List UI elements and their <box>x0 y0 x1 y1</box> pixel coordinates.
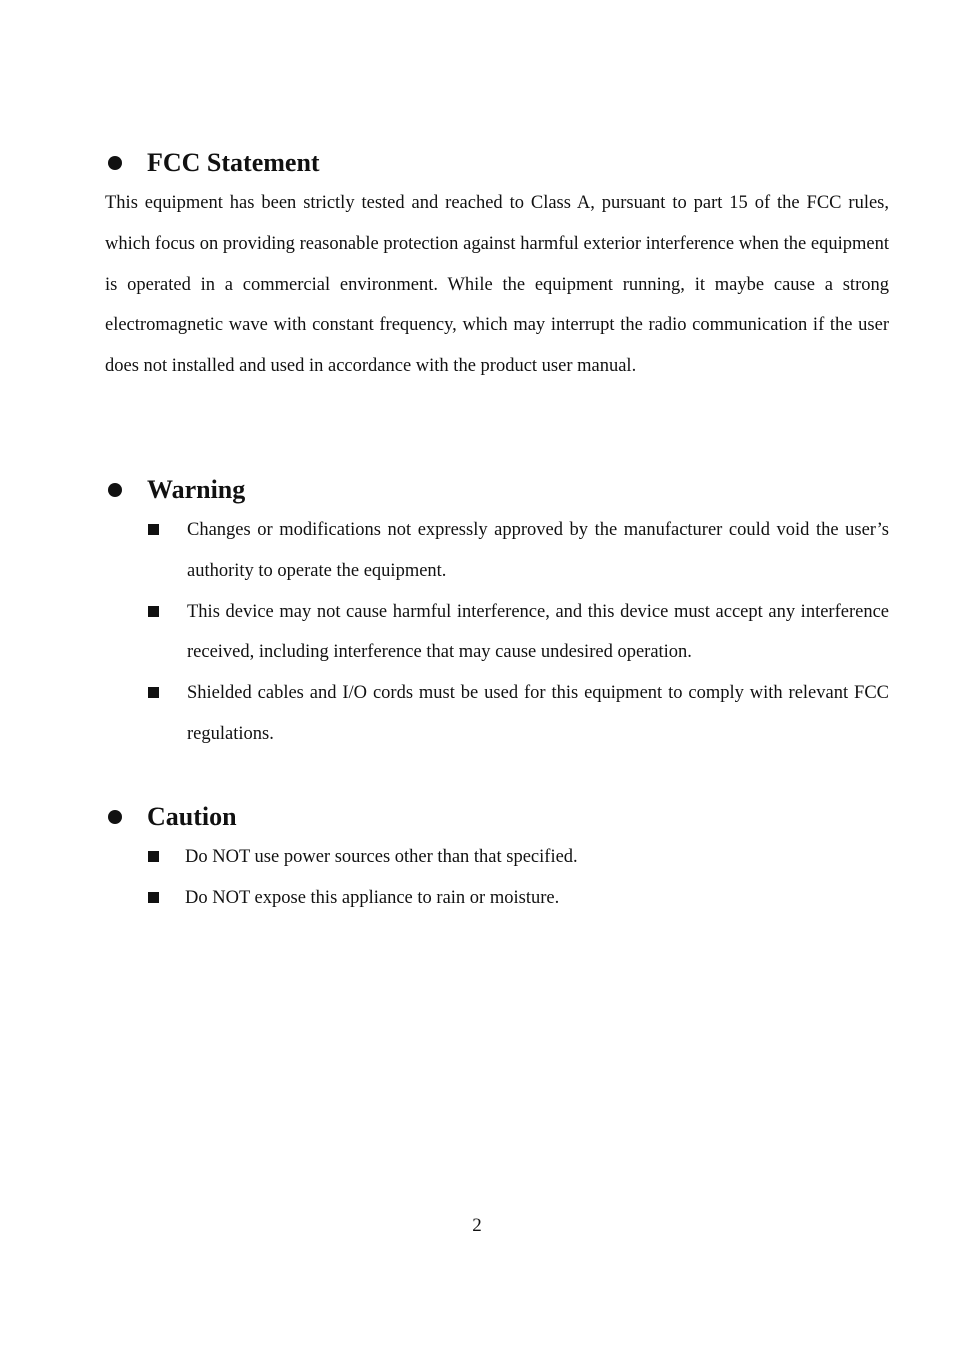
warning-heading <box>105 473 889 507</box>
warning-section <box>105 473 889 755</box>
caution-section <box>105 800 889 919</box>
caution-list <box>105 837 889 919</box>
caution-title: Caution <box>147 802 237 831</box>
square-bullet-icon <box>148 524 159 535</box>
warning-item <box>105 592 889 674</box>
caution-item-text: Do NOT use power sources other than that specified. <box>185 847 578 867</box>
warning-item <box>105 510 889 592</box>
square-bullet-icon <box>148 687 159 698</box>
warning-title: Warning <box>147 475 246 504</box>
caution-item <box>105 878 889 919</box>
fcc-statement-heading <box>105 146 889 180</box>
square-bullet-icon <box>148 892 159 903</box>
fcc-statement-body: This equipment has been strictly tested and reached to Class A, pursuant to part 15 of the FCC rules, which focus on providing reasonable protection against harmful exterior interference when the equipment is operated in a commercial environment. While the equipment running, it maybe cause a strong electromagnetic wave with constant frequency, which may interrupt the radio communication if the user does not installed and used in accordance with the product user manual. <box>105 193 889 377</box>
warning-item-text: Shielded cables and I/O cords must be used for this equipment to comply with relevant FCC regulations. <box>187 683 889 744</box>
caution-item <box>105 837 889 878</box>
square-bullet-icon <box>148 606 159 617</box>
warning-item <box>105 673 889 755</box>
warning-list <box>105 510 889 755</box>
bullet-dot-icon <box>108 483 122 497</box>
square-bullet-icon <box>148 851 159 862</box>
fcc-statement-title: FCC Statement <box>147 148 320 177</box>
warning-item-text: Changes or modifications not expressly approved by the manufacturer could void the user’s authority to operate the equipment. <box>187 520 889 581</box>
caution-heading <box>105 800 889 834</box>
caution-item-text: Do NOT expose this appliance to rain or moisture. <box>185 887 560 908</box>
bullet-dot-icon <box>108 156 122 170</box>
page-number: 2 <box>472 1215 482 1236</box>
bullet-dot-icon <box>108 810 122 824</box>
warning-item-text: This device may not cause harmful interference, and this device must accept any interference received, including interference that may cause undesired operation. <box>187 601 889 663</box>
fcc-statement-section <box>105 146 889 387</box>
